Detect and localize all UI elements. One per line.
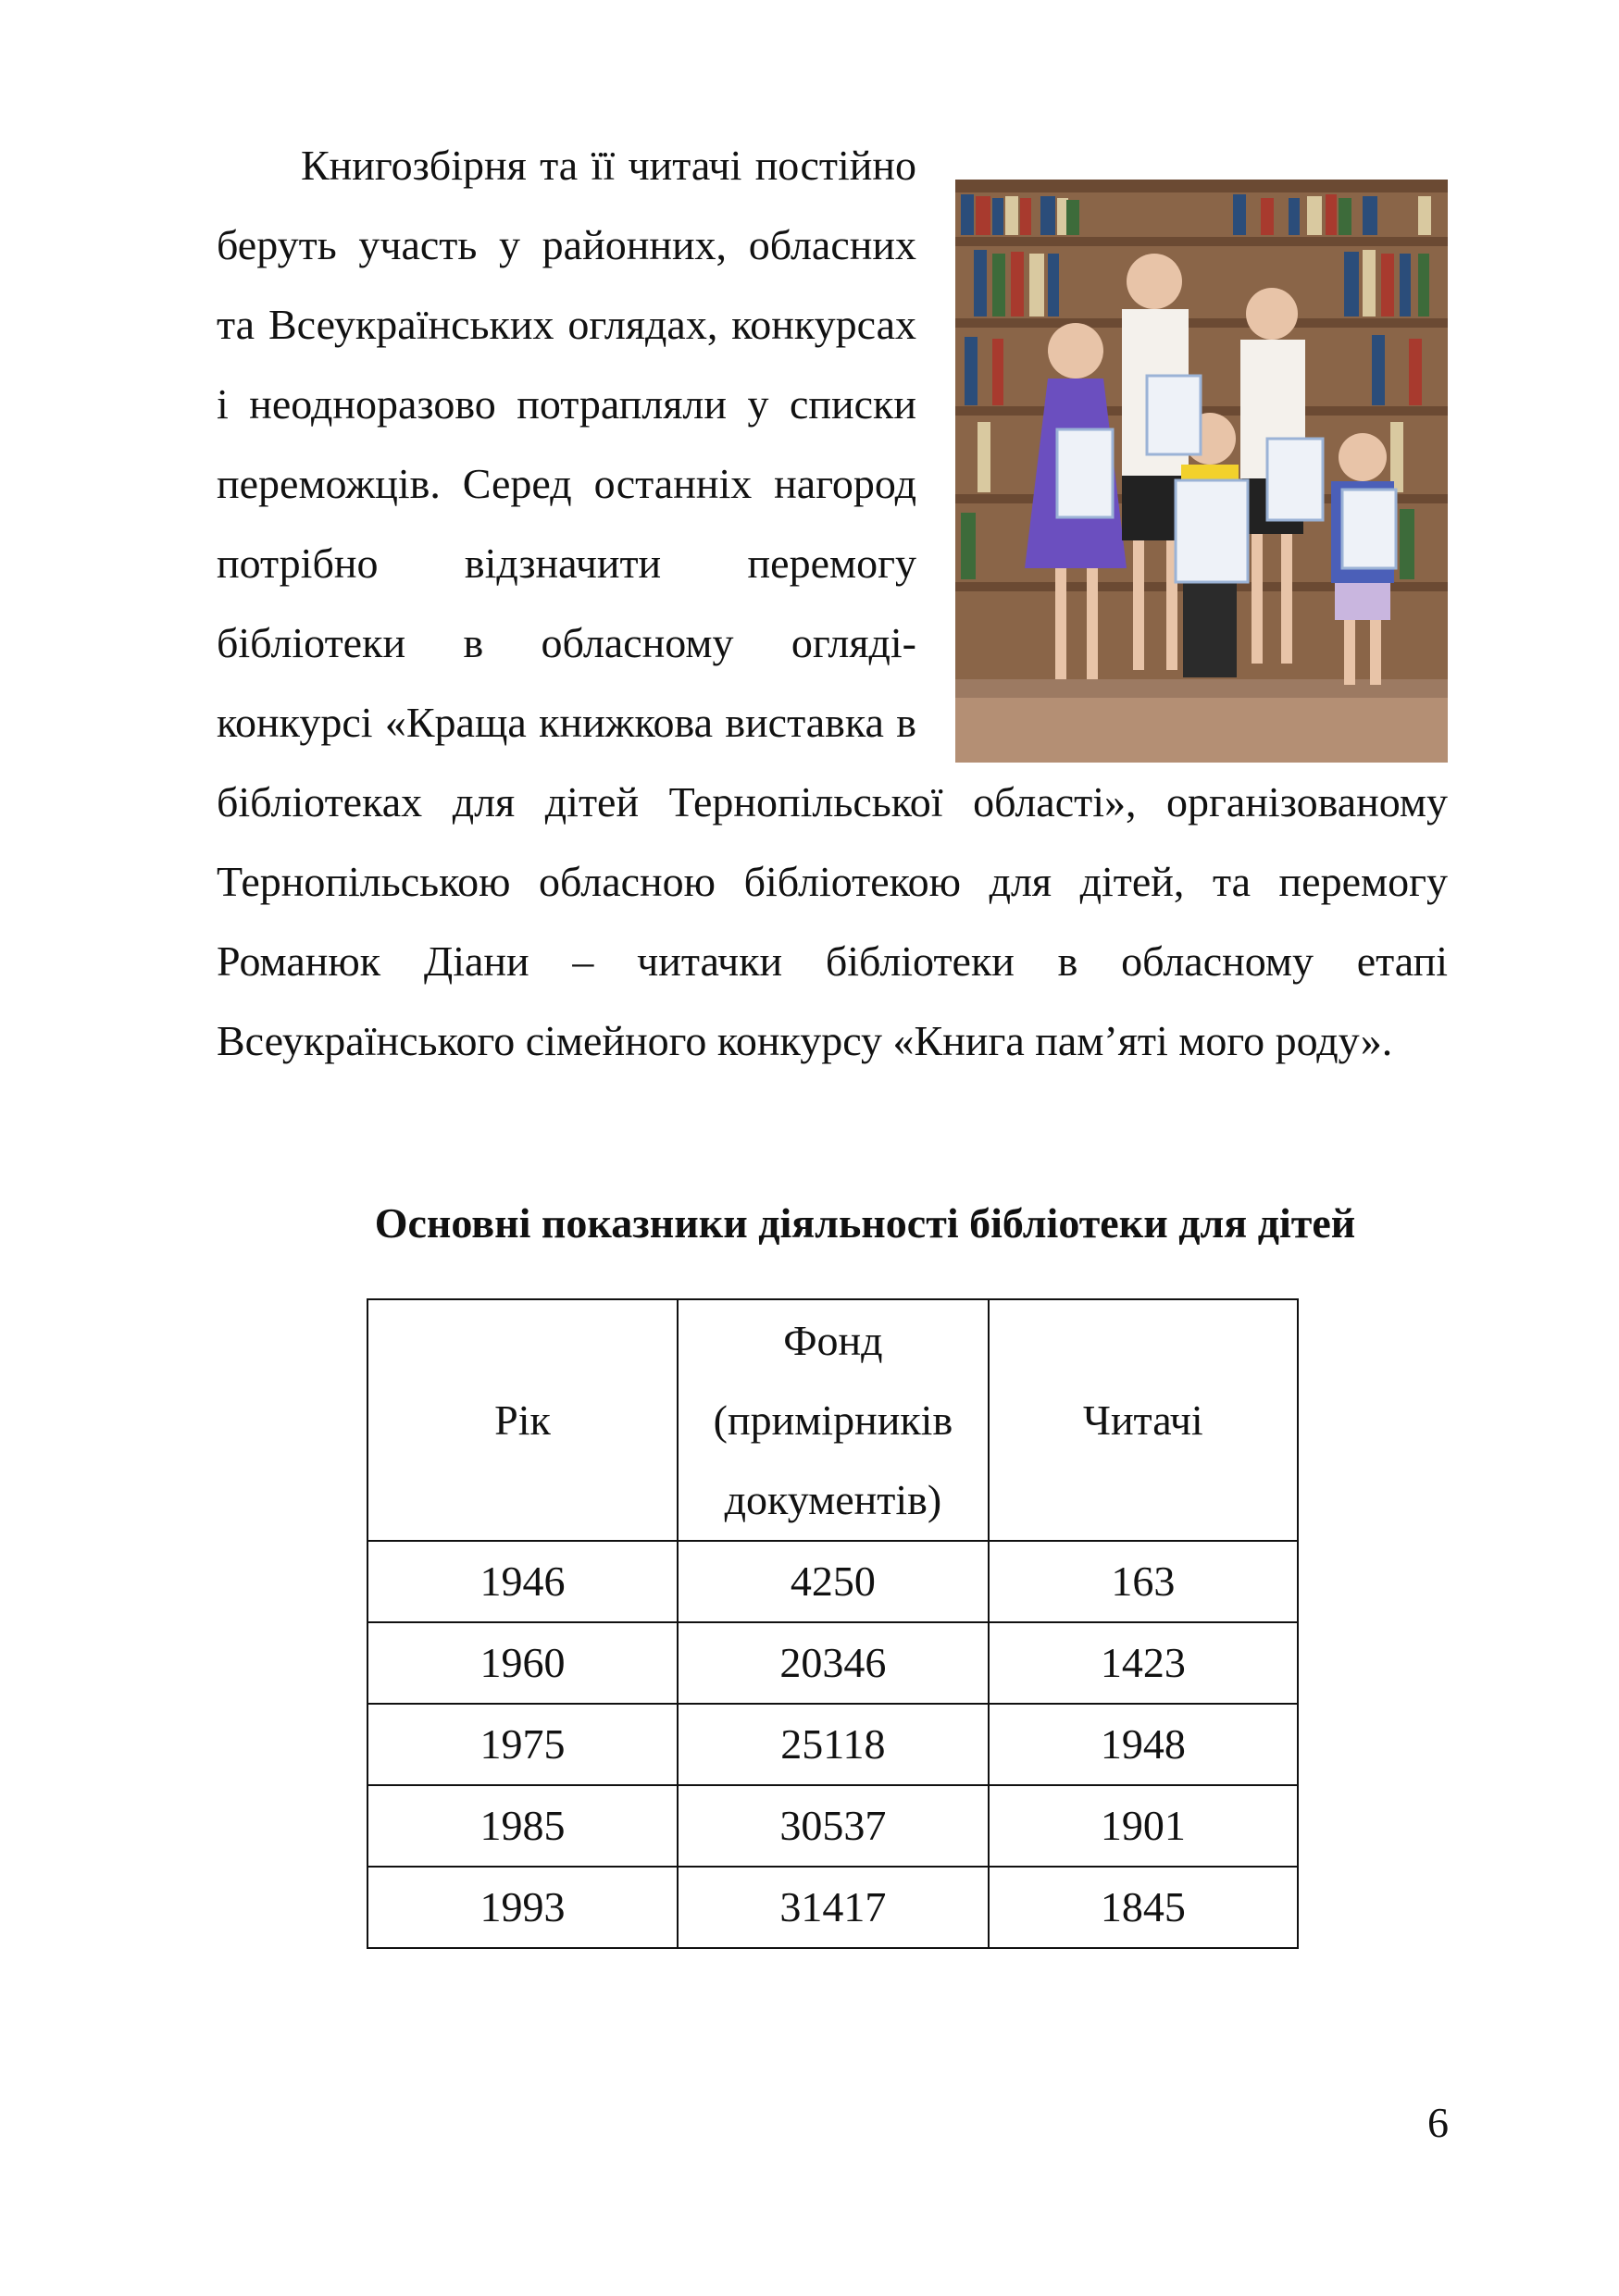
header-readers: Читачі: [989, 1299, 1298, 1541]
table-row: [367, 1704, 1298, 1785]
body-text: [217, 126, 1448, 1081]
children-award-photo: [955, 180, 1448, 763]
table-row: [367, 1622, 1298, 1704]
table-row: [367, 1785, 1298, 1867]
cell-year: 1946: [367, 1541, 678, 1622]
cell-readers: 163: [989, 1541, 1298, 1622]
table-row: [367, 1867, 1298, 1948]
library-stats-table: [367, 1298, 1299, 1949]
cell-readers: 1948: [989, 1704, 1298, 1785]
cell-readers: 1423: [989, 1622, 1298, 1704]
table-title: Основні показники діяльності бібліотеки для дітей: [374, 1199, 1356, 1247]
cell-fund: 25118: [678, 1704, 989, 1785]
table-row: [367, 1541, 1298, 1622]
cell-year: 1960: [367, 1622, 678, 1704]
page-number: 6: [1427, 2099, 1449, 2146]
cell-fund: 20346: [678, 1622, 989, 1704]
cell-readers: 1901: [989, 1785, 1298, 1867]
body-paragraph: Книгозбірня та її читачі постійно беруть участь у районних, обласних та Всеукраїнських оглядах, конкурсах і неодноразово потрапляли у списки переможців. Серед останніх нагород потрібно відзначити перемогу бібліотеки в обласному огляді-конкурсі «Краща книжкова виставка в бібліотеках для дітей Тернопільської області», організованому Тернопільською обласною бібліотекою для дітей, та перемогу Романюк Діани – читачки бібліотеки в обласному етапі Всеукраїнського сімейного конкурсу «Книга пам’яті мого роду».: [217, 142, 1448, 1064]
cell-year: 1993: [367, 1867, 678, 1948]
cell-fund: 31417: [678, 1867, 989, 1948]
table-header-row: [367, 1299, 1298, 1541]
cell-fund: 30537: [678, 1785, 989, 1867]
header-fund: Фонд (примірників документів): [678, 1299, 989, 1541]
cell-fund: 4250: [678, 1541, 989, 1622]
cell-year: 1985: [367, 1785, 678, 1867]
header-year: Рік: [367, 1299, 678, 1541]
cell-year: 1975: [367, 1704, 678, 1785]
cell-readers: 1845: [989, 1867, 1298, 1948]
photo-illustration: [955, 180, 1448, 763]
